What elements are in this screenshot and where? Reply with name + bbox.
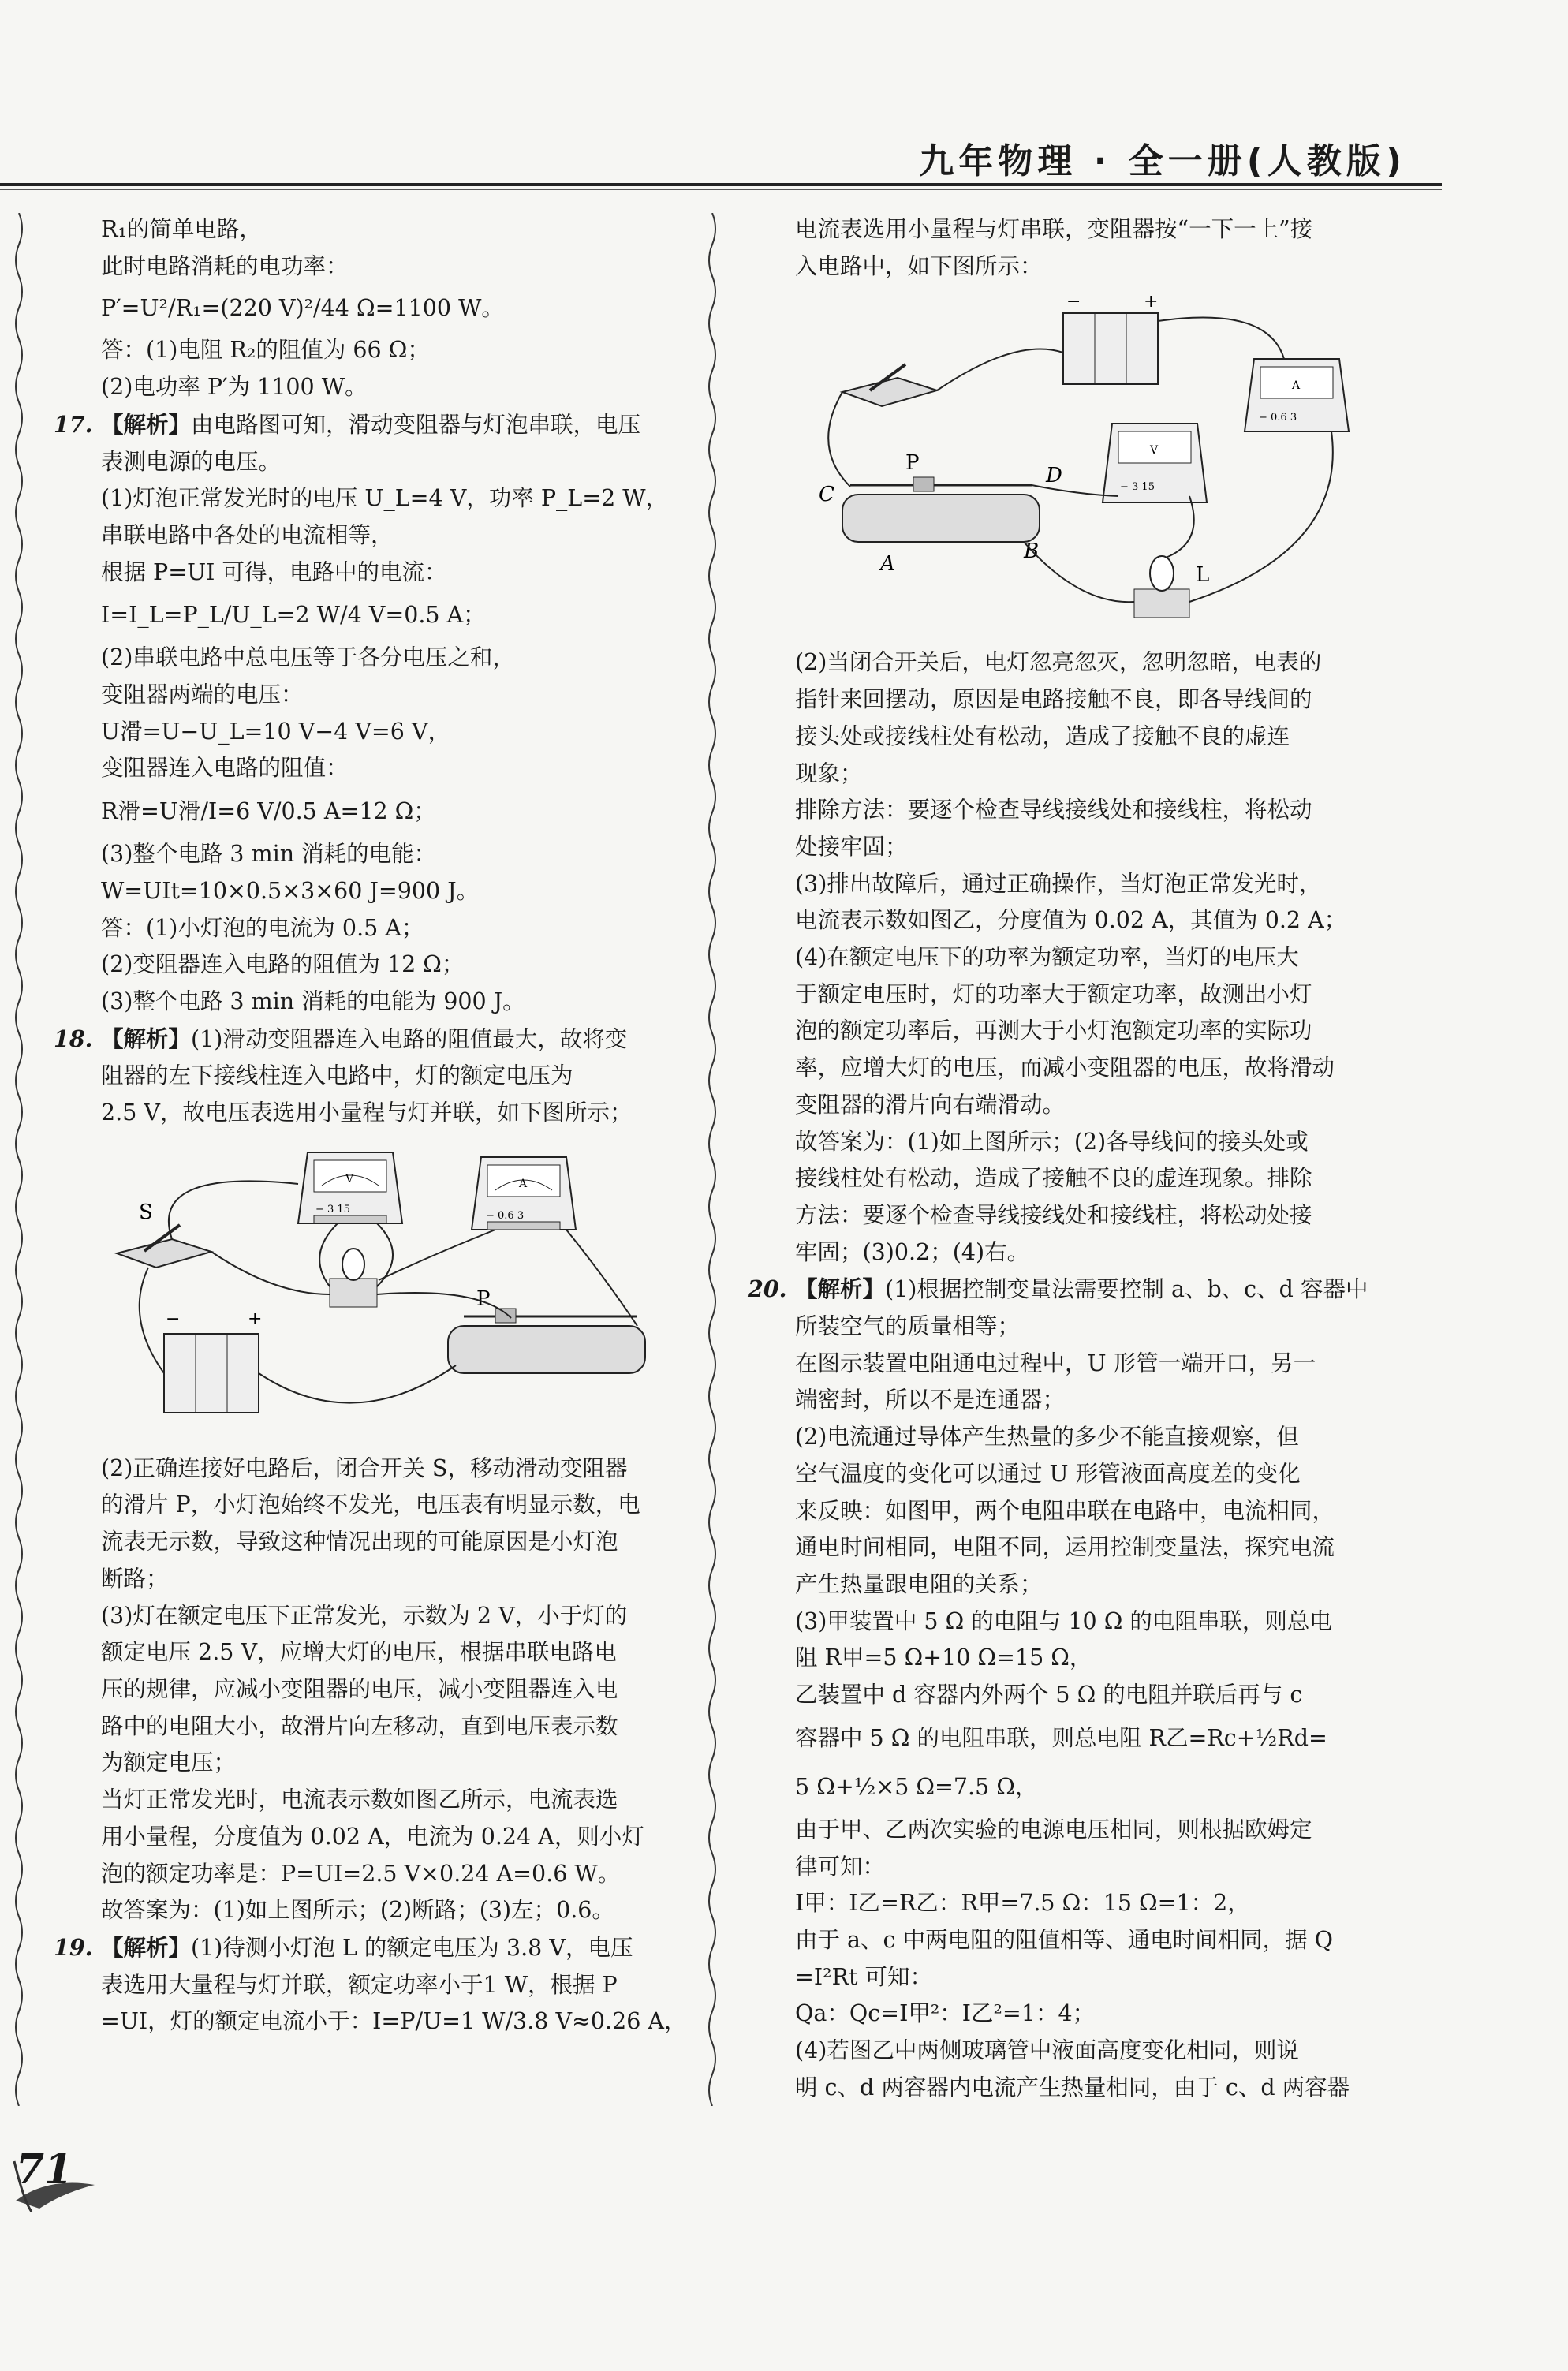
text-line: 路中的电阻大小，故滑片向左移动，直到电压表示数: [101, 1712, 618, 1739]
header-rule-thin: [0, 189, 1442, 190]
text-line: Qa：Qc=I甲²：I乙²=1：4；: [795, 2000, 1096, 2027]
text-line: (2)变阻器连入电路的阻值为 12 Ω；: [101, 951, 465, 978]
switch-icon: [842, 364, 937, 406]
formula-line: 容器中 5 Ω 的电阻串联，则总电阻 R乙=Rc+½Rd=: [795, 1724, 1327, 1751]
formula-line: 5 Ω+½×5 Ω=7.5 Ω，: [795, 1773, 1038, 1800]
left-margin-wave: [11, 213, 27, 2106]
formula-line: =UI，灯的额定电流小于：I=P/U=1 W/3.8 V≈0.26 A，: [101, 2008, 687, 2035]
center-divider-wave: [704, 213, 720, 2106]
page-header: [0, 0, 1568, 189]
text-line: (3)甲装置中 5 Ω 的电阻与 10 Ω 的电阻串联，则总电: [795, 1607, 1332, 1634]
text-line: (3)整个电路 3 min 消耗的电能为 900 J。: [101, 988, 525, 1014]
text-line: 明 c、d 两容器内电流产生热量相同，由于 c、d 两容器: [795, 2074, 1350, 2100]
battery-minus: −: [166, 1309, 181, 1329]
analysis-tag: 【解析】: [101, 410, 192, 438]
text-line: 阻器的左下接线柱连入电路中，灯的额定电压为: [101, 1062, 573, 1089]
text-line: (4)在额定电压下的功率为额定功率，当灯的电压大: [795, 944, 1299, 971]
ammeter-letter: A: [1292, 379, 1301, 393]
text-line: I甲：I乙=R乙：R甲=7.5 Ω：15 Ω=1：2，: [795, 1890, 1250, 1917]
bulb-label: L: [1196, 563, 1210, 588]
text-line: 变阻器连入电路的阻值：: [101, 755, 349, 782]
text-line: 率，应增大灯的电压，而减小变阻器的电压，故将滑动: [795, 1055, 1335, 1081]
text-line: 泡的额定功率后，再测大于小灯泡额定功率的实际功: [795, 1017, 1312, 1044]
text-line: R₁的简单电路，: [101, 216, 262, 242]
text-line: 所装空气的质量相等；: [795, 1313, 1021, 1340]
text-line: 变阻器两端的电压：: [101, 681, 304, 708]
text-line: 方法：要逐个检查导线接线处和接线柱，将松动处接: [795, 1201, 1312, 1228]
voltmeter-letter: V: [345, 1172, 354, 1186]
text-line: 由于 a、c 中两电阻的阻值相等、通电时间相同，据 Q: [795, 1926, 1333, 1953]
slider-label: P: [476, 1286, 491, 1311]
text-line: 流表无示数，导致这种情况出现的可能原因是小灯泡: [101, 1529, 618, 1555]
text-line: 由于甲、乙两次实验的电源电压相同，则根据欧姆定: [795, 1816, 1312, 1843]
voltmeter-icon: [298, 1152, 402, 1223]
question-19-first-line: 19. 【解析】(1)待测小灯泡 L 的额定电压为 3.8 V，电压: [101, 1929, 685, 1967]
text-line: W=UIt=10×0.5×3×60 J=900 J。: [101, 877, 480, 904]
text-line: 通电时间相同，电阻不同，运用控制变量法，探究电流: [795, 1534, 1335, 1561]
text-line: 答：(1)小灯泡的电流为 0.5 A；: [101, 914, 424, 941]
page-number: 71: [16, 2145, 73, 2194]
text-line: (1)灯泡正常发光时的电压 U_L=4 V，功率 P_L=2 W，: [101, 485, 669, 512]
battery-plus: +: [1144, 292, 1159, 312]
text-line: 断路；: [101, 1565, 169, 1592]
text-line: (2)当闭合开关后，电灯忽亮忽灭，忽明忽暗，电表的: [795, 649, 1322, 676]
text-line: U滑=U−U_L=10 V−4 V=6 V，: [101, 718, 451, 745]
text-line: 故答案为：(1)如上图所示；(2)各导线间的接头处或: [795, 1128, 1309, 1155]
text-line: (2)电功率 P′为 1100 W。: [101, 374, 368, 401]
battery-icon: [164, 1309, 262, 1413]
text-line: 2.5 V，故电压表选用小量程与灯并联，如下图所示；: [101, 1100, 633, 1126]
voltmeter-scale: − 3 15: [1120, 481, 1155, 494]
text-line: 在图示装置电阻通电过程中，U 形管一端开口，另一: [795, 1350, 1316, 1376]
ammeter-scale: − 0.6 3: [1259, 412, 1297, 424]
text-line: 压的规律，应减小变阻器的电压，减小变阻器连入电: [101, 1675, 618, 1702]
question-number: 20.: [748, 1275, 787, 1303]
question-number: 17.: [54, 410, 93, 438]
slider-label: P: [905, 451, 920, 476]
terminal-d-label: D: [1046, 464, 1062, 488]
text-line: =I²Rt 可知：: [795, 1963, 933, 1990]
analysis-tag: 【解析】: [795, 1275, 886, 1303]
battery-plus: +: [248, 1309, 263, 1329]
bulb-icon: [1134, 556, 1209, 618]
voltmeter-scale: − 3 15: [315, 1203, 350, 1215]
text-line: 变阻器的滑片向右端滑动。: [795, 1091, 1066, 1118]
ammeter-letter: A: [519, 1177, 528, 1190]
text-line: 接头处或接线柱处有松动，造成了接触不良的虚连: [795, 723, 1290, 749]
text-line: (2)串联电路中总电压等于各分电压之和，: [101, 644, 515, 671]
question-number: 18.: [54, 1025, 93, 1052]
text-line: (3)整个电路 3 min 消耗的电能：: [101, 841, 437, 868]
text-line: 此时电路消耗的电功率：: [101, 252, 349, 279]
text-line: (2)正确连接好电路后，闭合开关 S，移动滑动变阻器: [101, 1454, 628, 1481]
formula-line: P′=U²/R₁=(220 V)²/44 Ω=1100 W。: [101, 295, 504, 322]
formula-line: R滑=U滑/I=6 V/0.5 A=12 Ω；: [101, 798, 436, 825]
left-column: [54, 211, 687, 2041]
text-line: 律可知：: [795, 1853, 886, 1880]
voltmeter-icon: [1103, 424, 1207, 502]
question-number: 19.: [54, 1933, 93, 1961]
rheostat-icon: [819, 451, 1062, 576]
text-line: (2)电流通过导体产生热量的多少不能直接观察，但: [795, 1424, 1299, 1451]
battery-minus: −: [1066, 292, 1081, 312]
text-line: 根据 P=UI 可得，电路中的电流：: [101, 558, 447, 585]
text-line: 牢固；(3)0.2；(4)右。: [795, 1238, 1030, 1265]
text-line: 电流表示数如图乙，分度值为 0.02 A，其值为 0.2 A；: [795, 907, 1347, 934]
terminal-c-label: C: [819, 483, 834, 507]
switch-label: S: [139, 1200, 153, 1224]
battery-icon: [1063, 292, 1158, 384]
text-line: 串联电路中各处的电流相等，: [101, 521, 394, 548]
text-line: 表选用大量程与灯并联，额定功率小于1 W，根据 P: [101, 1971, 618, 1998]
ammeter-icon: [472, 1157, 576, 1230]
text-line: 故答案为：(1)如上图所示；(2)断路；(3)左；0.6。: [101, 1897, 614, 1924]
analysis-tag: 【解析】: [101, 1025, 192, 1052]
text-line: 乙装置中 d 容器内外两个 5 Ω 的电阻并联后再与 c: [795, 1682, 1303, 1708]
circuit-figure-18: [101, 1137, 685, 1446]
voltmeter-letter: V: [1150, 444, 1159, 457]
text-line: 用小量程，分度值为 0.02 A，电流为 0.24 A，则小灯: [101, 1823, 644, 1850]
text-line: 处接牢固；: [795, 833, 908, 860]
text-line: 入电路中，如下图所示：: [795, 252, 1043, 279]
book-title: 九年物理 · 全一册(人教版): [919, 141, 1406, 181]
analysis-tag: 【解析】: [101, 1933, 192, 1961]
text-line: 指针来回摆动，原因是电路接触不良，即各导线间的: [795, 686, 1312, 713]
ammeter-scale: − 0.6 3: [486, 1209, 525, 1222]
question-18-first-line: 18. 【解析】(1)滑动变阻器连入电路的阻值最大，故将变: [101, 1021, 685, 1059]
text-line: 的滑片 P，小灯泡始终不发光，电压表有明显示数，电: [101, 1492, 640, 1518]
terminal-a-label: A: [880, 552, 895, 577]
text-line: 来反映：如图甲，两个电阻串联在电路中，电流相同，: [795, 1497, 1335, 1524]
text-line: 排除方法：要逐个检查导线接线处和接线柱，将松动: [795, 797, 1312, 823]
text-line: 额定电压 2.5 V，应增大灯的电压，根据串联电路电: [101, 1639, 618, 1666]
text-line: 现象；: [795, 760, 863, 786]
bulb-icon: [330, 1249, 377, 1307]
text-line: 为额定电压；: [101, 1749, 237, 1776]
text-line: 表测电源的电压。: [101, 448, 282, 475]
formula-line: I=I_L=P_L/U_L=2 W/4 V=0.5 A；: [101, 602, 486, 629]
text-line: 产生热量跟电阻的关系；: [795, 1570, 1043, 1597]
text-line: 当灯正常发光时，电流表示数如图乙所示，电流表选: [101, 1787, 618, 1813]
right-column: [748, 211, 1379, 2106]
text-line: (4)若图乙中两侧玻璃管中液面高度变化相同，则说: [795, 2037, 1299, 2064]
text-line: 阻 R甲=5 Ω+10 Ω=15 Ω，: [795, 1645, 1092, 1671]
text-line: (3)排出故障后，通过正确操作，当灯泡正常发光时，: [795, 870, 1322, 897]
question-17-first-line: 17. 【解析】由电路图可知，滑动变阻器与灯泡串联，电压: [101, 406, 685, 444]
text-line: 答：(1)电阻 R₂的阻值为 66 Ω；: [101, 337, 430, 364]
terminal-b-label: B: [1024, 540, 1040, 564]
text-line: 泡的额定功率是：P=UI=2.5 V×0.24 A=0.6 W。: [101, 1860, 621, 1887]
question-20-first-line: 20. 【解析】(1)根据控制变量法需要控制 a、b、c、d 容器中: [795, 1271, 1379, 1309]
header-rule: [0, 183, 1442, 186]
text-line: (3)灯在额定电压下正常发光，示数为 2 V，小于灯的: [101, 1602, 628, 1629]
text-line: 端密封，所以不是连通器；: [795, 1387, 1066, 1413]
text-line: 接线柱处有松动，造成了接触不良的虚连现象。排除: [795, 1165, 1312, 1192]
text-line: 于额定电压时，灯的功率大于额定功率，故测出小灯: [795, 980, 1312, 1007]
switch-icon: [117, 1200, 211, 1268]
circuit-figure-19: [795, 289, 1379, 640]
ammeter-icon: [1245, 359, 1349, 431]
text-line: 空气温度的变化可以通过 U 形管液面高度差的变化: [795, 1460, 1301, 1487]
text-line: 电流表选用小量程与灯串联，变阻器按“一下一上”接: [795, 216, 1313, 242]
